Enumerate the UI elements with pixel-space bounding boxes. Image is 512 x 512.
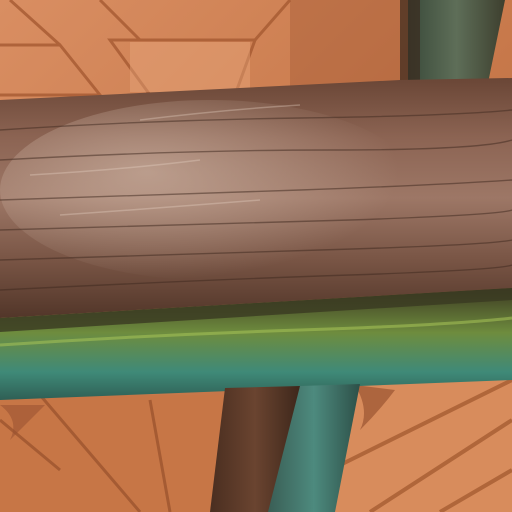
tile-highlight bbox=[130, 42, 250, 92]
tile-shadow bbox=[290, 0, 410, 90]
